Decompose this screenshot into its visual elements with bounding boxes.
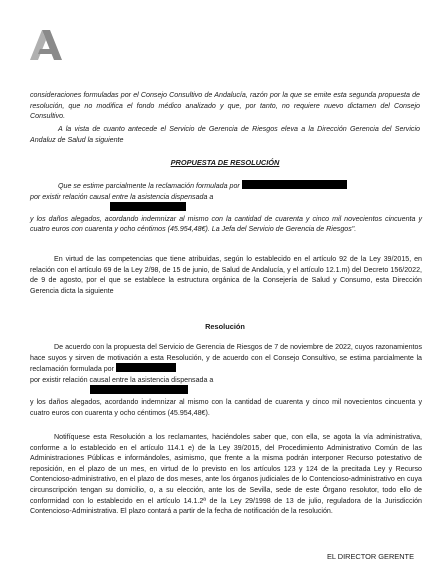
signature-label: EL DIRECTOR GERENTE <box>326 552 414 561</box>
notification-paragraph: Notifíquese esta Resolución a los reclamantes, haciéndoles saber que, con ella, se agota la vía administrativa, conforme a lo establecido en el artículo 114.1 e) de la Ley 39/2015, del Procedimiento Administrativo Común de las Administraciones Públicas e informándoles, asimismo, que frente a la misma podrán interponer Recurso potestativo de reposición, en el plazo de un mes, en virtud de lo previsto en los artículos 123 y 124 de la precitada Ley y Recurso Contencioso-administrativo, en el plazo de dos meses, ante los órganos judiciales de lo Contencioso-administrativo en cuya circunscripción tengan su domicilio, o, a su elección, ante los de Sevilla, sede de este Órgano resolutor, todo ello de conformidad con lo establecido en el artículo 14.1.2ª de la Ley 29/1998 de 13 de julio, reguladora de la Jurisdicción Contencioso-Administrativa. El plazo contará a partir de la fecha de notificación de la resolución. <box>30 433 422 516</box>
elevation-paragraph: A la vista de cuanto antecede el Servicio de Gerencia de Riesgos eleva a la Dirección Gerencia del Servicio Andaluz de Salud la siguiente <box>30 125 420 144</box>
proposal-heading: PROPUESTA DE RESOLUCIÓN <box>170 158 280 167</box>
redacted-patient-name <box>110 202 186 211</box>
proposal-text-3: y los daños alegados, acordando indemnizar al mismo con la cantidad de cuarenta y cinco mil novecientos cincuenta y cuatro euros con cuarenta y ocho céntimos (45.954,48€). La Jefa del Servicio de Gerencia de Riesgos". <box>30 214 422 234</box>
competence-paragraph: En virtud de las competencias que tiene atribuidas, según lo establecido en el artículo 92 de la Ley 39/2015, en relación con el artículo 69 de la Ley 2/98, de 15 de junio, de Salud de Andalucía, y el artículo 12.1.m) del Decreto 156/2022, de 9 de agosto, por el que se establece la estructura orgánica de la Consejería de Salud y Consumo, esta Dirección Gerencia dicta la siguiente <box>30 255 422 295</box>
intro-paragraph: consideraciones formuladas por el Consejo Consultivo de Andalucía, razón por la que se emite esta segunda propuesta de resolución, que no modifica el fondo médico analizado y que, por tanto, no requiere nuevo dictamen del Consejo Consultivo. <box>30 91 420 121</box>
proposal-paragraph <box>30 180 422 235</box>
resolution-text-3: y los daños alegados, acordando indemnizar al mismo con la cantidad de cuarenta y cinco mil novecientos cincuenta y cuatro euros con cuarenta y ocho céntimos (45.954,48€). <box>30 397 422 417</box>
resolution-paragraph <box>30 342 422 418</box>
junta-andalucia-a-logo-icon <box>30 30 62 60</box>
proposal-text-1: Que se estime parcialmente la reclamación formulada por <box>58 182 240 190</box>
redacted-claimant-name-2 <box>116 363 176 372</box>
proposal-text-2: por existir relación causal entre la asistencia dispensada a <box>30 192 214 201</box>
resolution-text-2: por existir relación causal entre la asistencia dispensada a <box>30 375 214 384</box>
resolution-text-1: De acuerdo con la propuesta del Servicio de Gerencia de Riesgos de 7 de noviembre de 2022, cuyos razonamientos hace suyos y sirven de motivación a esta Resolución, y de acuerdo con el Consejo Consultivo, se estima parcialmente la reclamación formulada por <box>30 343 422 374</box>
resolution-heading: Resolución <box>205 322 245 331</box>
redacted-claimant-name <box>242 180 347 189</box>
redacted-patient-name-2 <box>90 385 188 394</box>
